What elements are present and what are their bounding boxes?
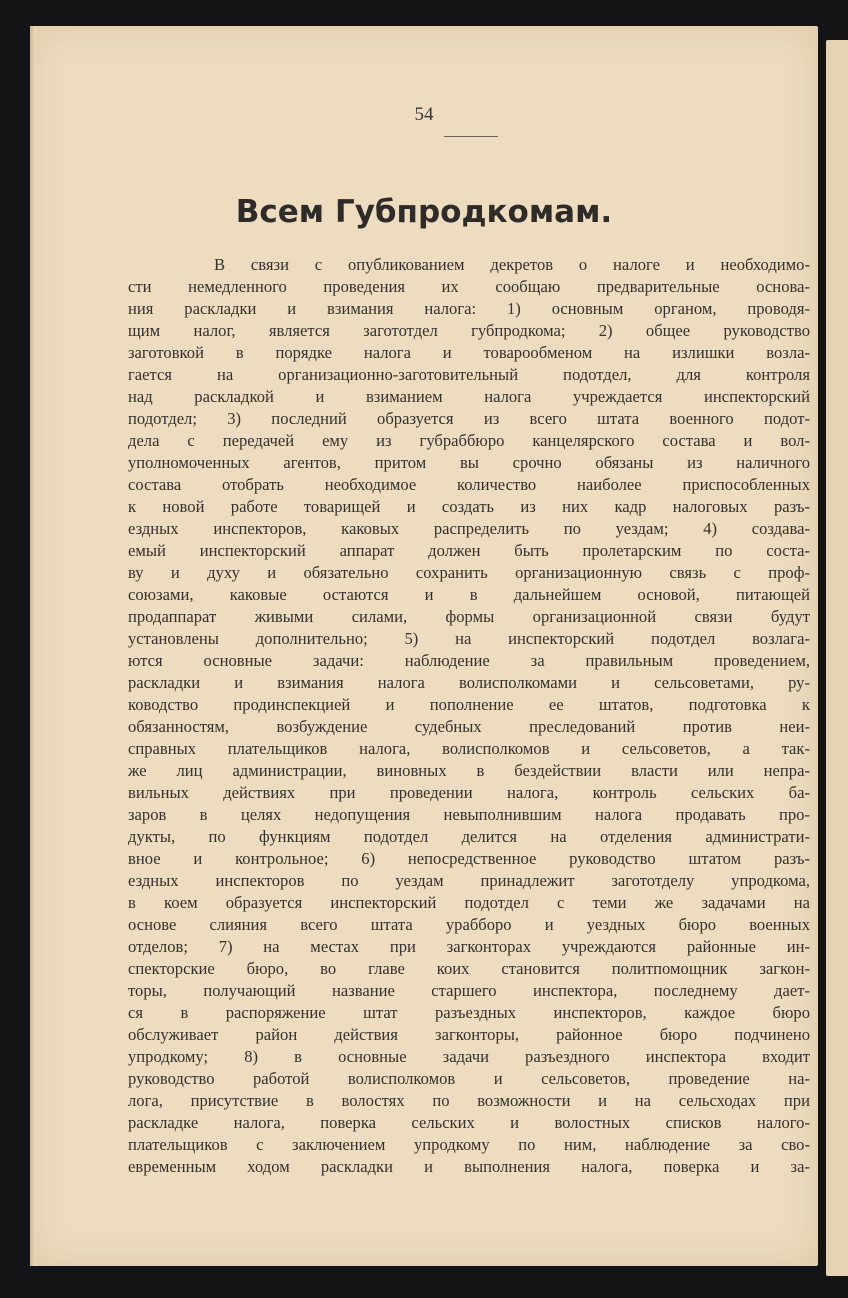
document-page bbox=[30, 26, 818, 1266]
text-line: ководство продинспекцией и пополнение ее штатов, подготовка к bbox=[128, 695, 810, 714]
text-line: дела с передачей ему из губраббюро канцелярского состава и вол- bbox=[128, 431, 810, 450]
text-line: ются основные задачи: наблюдение за правильным проведением, bbox=[128, 651, 810, 670]
text-line: заров в целях недопущения невыполнившим налога продавать про- bbox=[128, 805, 810, 824]
text-line: раскладке налога, поверка сельских и волостных списков налого- bbox=[128, 1113, 810, 1132]
text-line: продаппарат живыми силами, формы организационной связи будут bbox=[128, 607, 810, 626]
text-line: в коем образуется инспекторский подотдел с теми же задачами на bbox=[128, 893, 810, 912]
page-binding-edge bbox=[30, 26, 36, 1266]
text-line: к новой работе товарищей и создать из них кадр налоговых разъ- bbox=[128, 497, 810, 516]
text-line: сти немедленного проведения их сообщаю предварительные основа- bbox=[128, 277, 810, 296]
text-line: состава отобрать необходимое количество наиболее приспособленных bbox=[128, 475, 810, 494]
text-line: же лиц администрации, виновных в бездействии власти или непра- bbox=[128, 761, 810, 780]
body-text bbox=[128, 254, 810, 1178]
page-number-rule bbox=[444, 136, 498, 137]
text-line: отделов; 7) на местах при загконторах учреждаются районные ин- bbox=[128, 937, 810, 956]
text-line: обязанностям, возбуждение судебных преследований против неи- bbox=[128, 717, 810, 736]
text-line: обслуживает район действия загконторы, районное бюро подчинено bbox=[128, 1025, 810, 1044]
text-line: плательщиков с заключением упродкому по ним, наблюдение за сво- bbox=[128, 1135, 810, 1154]
text-line: торы, получающий название старшего инспектора, последнему дает- bbox=[128, 981, 810, 1000]
text-line: емый инспекторский аппарат должен быть пролетарским по соста- bbox=[128, 541, 810, 560]
text-line: ездных инспекторов, каковых распределить по уездам; 4) создава- bbox=[128, 519, 810, 538]
text-line: руководство работой волисполкомов и сельсоветов, проведение на- bbox=[128, 1069, 810, 1088]
text-line: справных плательщиков налога, волисполкомов и сельсоветов, а так- bbox=[128, 739, 810, 758]
page-number: 54 bbox=[414, 104, 434, 125]
text-line: вное и контрольное; 6) непосредственное руководство штатом разъ- bbox=[128, 849, 810, 868]
text-line: установлены дополнительно; 5) на инспекторский подотдел возлага- bbox=[128, 629, 810, 648]
text-line: ездных инспекторов по уездам принадлежит загототделу упродкома, bbox=[128, 871, 810, 890]
text-line: лога, присутствие в волостях по возможности и на сельсходах при bbox=[128, 1091, 810, 1110]
text-line: ния раскладки и взимания налога: 1) основным органом, проводя- bbox=[128, 299, 810, 318]
text-line: уполномоченных агентов, притом вы срочно обязаны из наличного bbox=[128, 453, 810, 472]
text-line: ся в распоряжение штат разъездных инспекторов, каждое бюро bbox=[128, 1003, 810, 1022]
text-line: дукты, по функциям подотдел делится на отделения администрати- bbox=[128, 827, 810, 846]
text-line: над раскладкой и взиманием налога учреждается инспекторский bbox=[128, 387, 810, 406]
text-line: вильных действиях при проведении налога, контроль сельских ба- bbox=[128, 783, 810, 802]
text-line: щим налог, является загототдел губпродкома; 2) общее руководство bbox=[128, 321, 810, 340]
text-line: упродкому; 8) в основные задачи разъездного инспектора входит bbox=[128, 1047, 810, 1066]
adjacent-page-edge bbox=[826, 40, 848, 1276]
text-line: евременным ходом раскладки и выполнения налога, поверка и за- bbox=[128, 1157, 810, 1176]
text-line: раскладки и взимания налога волисполкомами и сельсоветами, ру- bbox=[128, 673, 810, 692]
text-line: союзами, каковые остаются и в дальнейшем основой, питающей bbox=[128, 585, 810, 604]
text-line: ву и духу и обязательно сохранить организационную связь с проф- bbox=[128, 563, 810, 582]
text-line: подотдел; 3) последний образуется из всего штата военного подот- bbox=[128, 409, 810, 428]
text-line: В связи с опубликованием декретов о налоге и необходимо- bbox=[214, 255, 810, 274]
text-line: заготовкой в порядке налога и товарообменом на излишки возла- bbox=[128, 343, 810, 362]
text-line: основе слияния всего штата урабборо и уездных бюро военных bbox=[128, 915, 810, 934]
text-line: гается на организационно-заготовительный подотдел, для контроля bbox=[128, 365, 810, 384]
page-title: Всем Губпродкомам. bbox=[235, 194, 613, 230]
text-line: спекторские бюро, во главе коих становится политпомощник загкон- bbox=[128, 959, 810, 978]
